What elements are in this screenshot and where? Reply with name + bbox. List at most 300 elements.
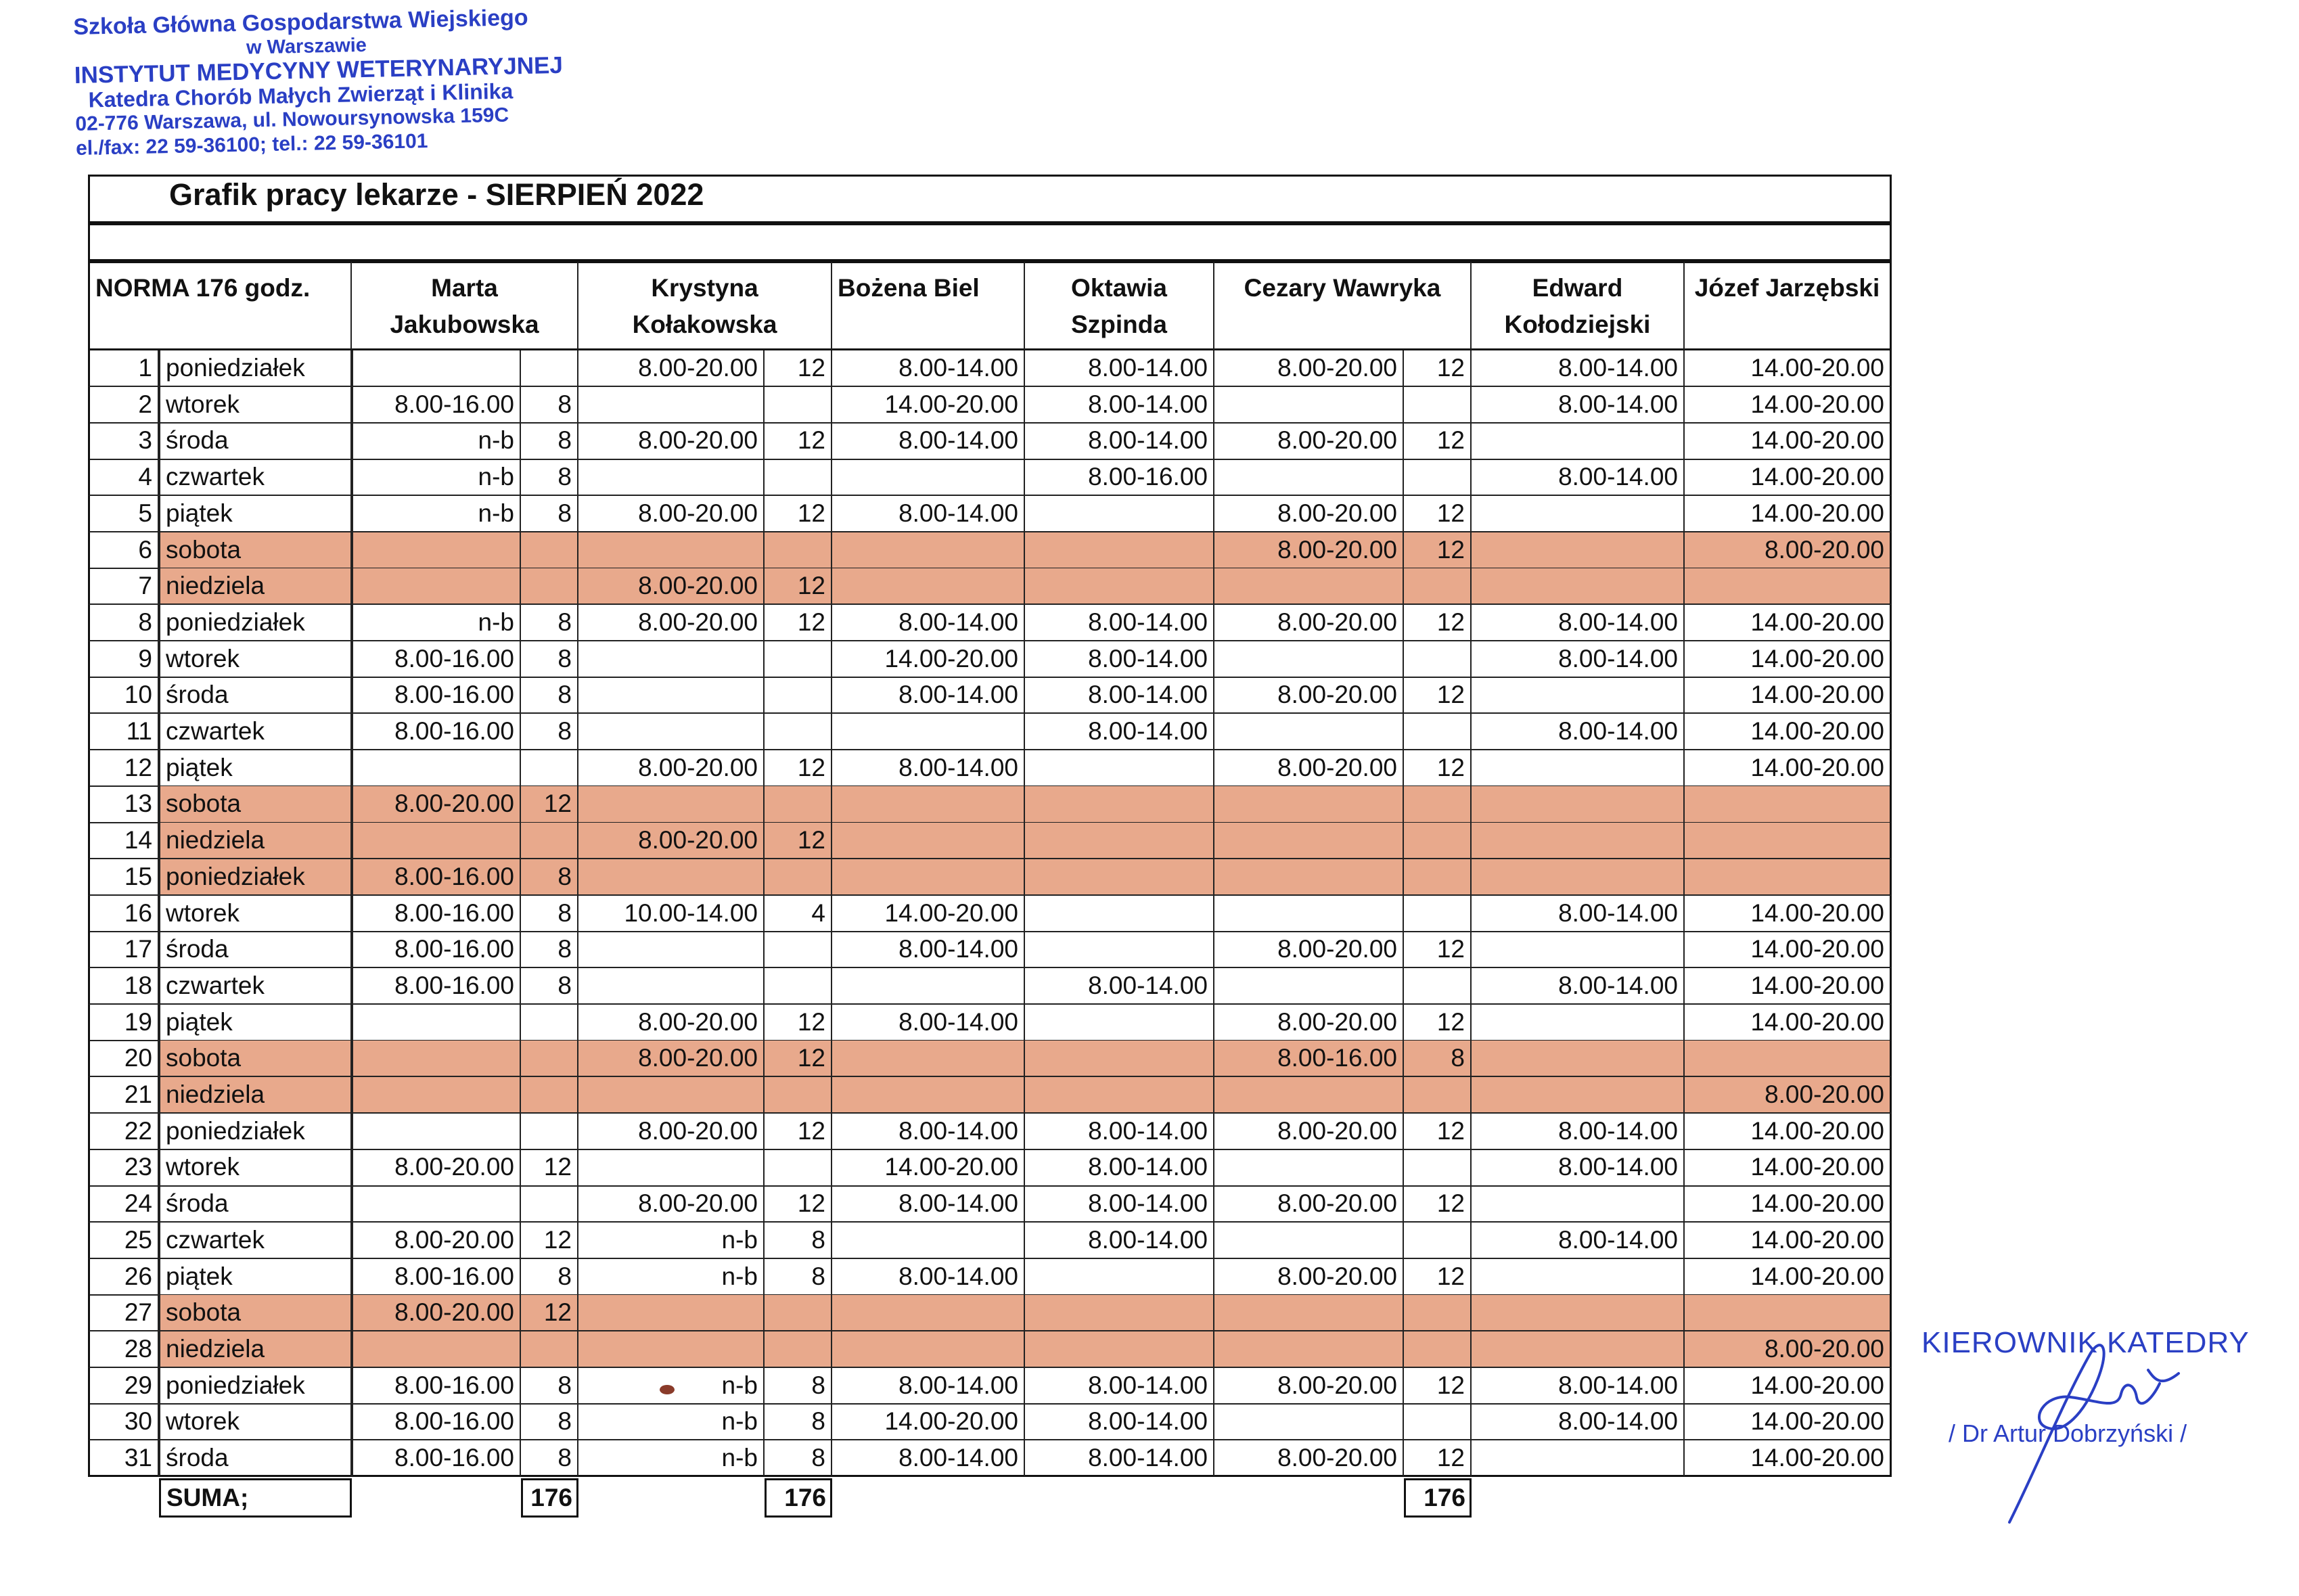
shift-cell: 8.00-20.00 [578,750,765,787]
shift-cell: n-b [578,1223,765,1259]
shift-cell: 8 [521,1404,578,1440]
shift-cell: 14.00-20.00 [1685,714,1892,750]
shift-cell: 8.00-14.00 [832,1368,1025,1405]
day-number: 24 [88,1186,159,1223]
shift-cell [352,532,521,569]
shift-cell [352,568,521,605]
header-doctor: Krystyna Kołakowska [578,261,832,350]
shift-cell [1404,387,1472,424]
shift-cell: n-b [352,423,521,459]
shift-cell [832,532,1025,569]
shift-cell: 8.00-14.00 [1472,968,1685,1005]
shift-cell: 12 [765,605,832,641]
schedule-title: Grafik pracy lekarze - SIERPIEŃ 2022 [169,177,704,212]
shift-cell [521,1331,578,1368]
day-number: 5 [88,496,159,532]
summary-label: SUMA; [159,1478,352,1518]
stamp-department: Katedra Chorób Małych Zwierząt i Klinika [88,78,514,112]
shift-cell [1685,786,1892,823]
shift-cell: 8.00-14.00 [832,496,1025,532]
shift-cell: 8 [521,714,578,750]
day-number: 2 [88,387,159,424]
shift-cell: 8.00-20.00 [1214,350,1404,387]
shift-cell: 12 [765,1186,832,1223]
shift-cell: 14.00-20.00 [1685,1368,1892,1405]
shift-cell: 8.00-14.00 [832,1114,1025,1150]
shift-cell: 8 [521,459,578,496]
shift-cell [765,714,832,750]
shift-cell [1472,1186,1685,1223]
day-number: 7 [88,568,159,605]
shift-cell: 8 [765,1440,832,1477]
shift-cell [521,823,578,859]
signature-title: KIEROWNIK KATEDRY [1921,1326,2250,1359]
shift-cell: 8 [521,1368,578,1405]
shift-cell [1685,568,1892,605]
shift-cell: 14.00-20.00 [832,641,1025,678]
shift-cell [765,1077,832,1114]
weekday-name: czwartek [159,1223,352,1259]
shift-cell: 14.00-20.00 [1685,1114,1892,1150]
shift-cell [1404,568,1472,605]
shift-cell [1025,1005,1214,1041]
shift-cell [578,859,765,896]
shift-cell [765,786,832,823]
day-number: 31 [88,1440,159,1477]
shift-cell: 12 [521,1149,578,1186]
shift-cell: 8.00-14.00 [832,1259,1025,1296]
shift-cell [352,350,521,387]
day-number: 14 [88,823,159,859]
shift-cell [1214,1331,1404,1368]
shift-cell: n-b [578,1440,765,1477]
day-number: 9 [88,641,159,678]
shift-cell: 12 [765,496,832,532]
shift-cell: 8.00-20.00 [1685,1331,1892,1368]
weekday-name: niedziela [159,1077,352,1114]
shift-cell: 14.00-20.00 [832,387,1025,424]
shift-cell [832,459,1025,496]
shift-cell: 8.00-16.00 [352,1368,521,1405]
shift-cell: 8.00-14.00 [1472,1368,1685,1405]
shift-cell [832,968,1025,1005]
day-number: 16 [88,896,159,932]
shift-cell: 8.00-16.00 [352,968,521,1005]
shift-cell [832,823,1025,859]
shift-cell: 4 [765,896,832,932]
shift-cell: 14.00-20.00 [1685,932,1892,968]
shift-cell: 12 [1404,605,1472,641]
shift-cell [578,677,765,714]
shift-cell [1404,896,1472,932]
shift-cell [832,714,1025,750]
shift-cell [1404,1295,1472,1331]
shift-cell [1472,1295,1685,1331]
shift-cell [352,823,521,859]
shift-cell: 12 [765,423,832,459]
ink-spot [660,1385,675,1394]
shift-cell [832,786,1025,823]
shift-cell: 8 [521,932,578,968]
shift-cell: 8.00-14.00 [1025,1440,1214,1477]
shift-cell [1685,1295,1892,1331]
shift-cell [765,1149,832,1186]
shift-cell [578,714,765,750]
shift-cell: 8.00-14.00 [832,1186,1025,1223]
shift-cell: 8.00-14.00 [832,423,1025,459]
shift-cell [578,968,765,1005]
day-number: 28 [88,1331,159,1368]
shift-cell [765,968,832,1005]
shift-cell [1404,823,1472,859]
shift-cell: 14.00-20.00 [1685,1440,1892,1477]
shift-cell [1472,1005,1685,1041]
shift-cell: 12 [1404,1005,1472,1041]
weekday-name: środa [159,1186,352,1223]
stamp-institute: INSTYTUT MEDYCYNY WETERYNARYJNEJ [74,51,564,89]
shift-cell: 12 [1404,1114,1472,1150]
shift-cell [1472,568,1685,605]
shift-cell [1472,932,1685,968]
shift-cell: 8.00-14.00 [1472,350,1685,387]
shift-cell [1214,968,1404,1005]
day-number: 19 [88,1005,159,1041]
shift-cell: 12 [765,1041,832,1077]
shift-cell [1214,823,1404,859]
shift-cell: 12 [765,350,832,387]
shift-cell: 8.00-16.00 [352,1440,521,1477]
day-number: 10 [88,677,159,714]
shift-cell [1214,568,1404,605]
shift-cell [765,459,832,496]
shift-cell: 8.00-16.00 [352,387,521,424]
shift-cell [521,1041,578,1077]
shift-cell [765,641,832,678]
shift-cell: 8 [521,968,578,1005]
shift-cell: 14.00-20.00 [832,1404,1025,1440]
shift-cell: 8.00-14.00 [1025,641,1214,678]
shift-cell: 8.00-14.00 [1472,1404,1685,1440]
shift-cell [578,932,765,968]
day-number: 23 [88,1149,159,1186]
shift-cell [1472,1440,1685,1477]
shift-cell: 12 [1404,350,1472,387]
day-number: 1 [88,350,159,387]
shift-cell [1404,459,1472,496]
shift-cell: 14.00-20.00 [1685,750,1892,787]
shift-cell [578,387,765,424]
shift-cell [352,750,521,787]
shift-cell [1404,714,1472,750]
weekday-name: czwartek [159,714,352,750]
weekday-name: poniedziałek [159,1114,352,1150]
shift-cell [1685,859,1892,896]
shift-cell: 8.00-16.00 [352,859,521,896]
shift-cell [1404,786,1472,823]
blank-row [88,223,1892,261]
shift-cell: 14.00-20.00 [1685,677,1892,714]
weekday-name: czwartek [159,968,352,1005]
shift-cell: 8.00-20.00 [578,1114,765,1150]
shift-cell: n-b [352,459,521,496]
shift-cell: 8.00-16.00 [352,1259,521,1296]
shift-cell: 8.00-20.00 [578,496,765,532]
shift-cell: 12 [765,568,832,605]
shift-cell: 8 [765,1368,832,1405]
shift-cell [1404,1077,1472,1114]
day-number: 17 [88,932,159,968]
shift-cell [1404,641,1472,678]
shift-cell: 8.00-14.00 [832,932,1025,968]
shift-cell [1472,423,1685,459]
shift-cell: 8 [521,423,578,459]
shift-cell: 14.00-20.00 [1685,1149,1892,1186]
shift-cell: 8.00-14.00 [1025,1149,1214,1186]
shift-cell: 12 [765,1114,832,1150]
shift-cell [832,1295,1025,1331]
day-number: 3 [88,423,159,459]
shift-cell: 8.00-14.00 [1472,896,1685,932]
day-number: 4 [88,459,159,496]
weekday-name: sobota [159,1295,352,1331]
shift-cell: 8.00-20.00 [1214,605,1404,641]
shift-cell [1025,1077,1214,1114]
shift-cell [521,1114,578,1150]
shift-cell [1214,1404,1404,1440]
shift-cell: n-b [352,496,521,532]
shift-cell [578,1295,765,1331]
shift-cell: n-b [578,1259,765,1296]
day-number: 11 [88,714,159,750]
shift-cell [1214,896,1404,932]
shift-cell [578,459,765,496]
day-number: 25 [88,1223,159,1259]
shift-cell: 14.00-20.00 [1685,1186,1892,1223]
shift-cell: 8.00-14.00 [1025,1404,1214,1440]
shift-cell: 12 [521,1223,578,1259]
shift-cell: 8.00-14.00 [1025,968,1214,1005]
shift-cell: 8.00-14.00 [1472,1223,1685,1259]
shift-cell: 8.00-20.00 [1214,423,1404,459]
header-doctor: Oktawia Szpinda [1025,261,1214,350]
shift-cell: 8.00-20.00 [1214,1368,1404,1405]
shift-cell: 12 [1404,750,1472,787]
shift-cell: 8.00-20.00 [352,1295,521,1331]
shift-cell: 12 [765,823,832,859]
shift-cell: 8.00-14.00 [1025,714,1214,750]
shift-cell [1472,677,1685,714]
shift-cell: 8.00-14.00 [1472,387,1685,424]
weekday-name: wtorek [159,896,352,932]
shift-cell [765,859,832,896]
shift-cell: 12 [1404,496,1472,532]
shift-cell: 8.00-14.00 [832,750,1025,787]
shift-cell: 10.00-14.00 [578,896,765,932]
shift-cell: 8.00-14.00 [1025,387,1214,424]
shift-cell: 8.00-20.00 [1214,1259,1404,1296]
shift-cell: 8.00-20.00 [1685,532,1892,569]
day-number: 6 [88,532,159,569]
shift-cell [1025,568,1214,605]
weekday-name: piątek [159,1005,352,1041]
shift-cell [1472,1259,1685,1296]
day-number: 26 [88,1259,159,1296]
shift-cell [1025,1259,1214,1296]
day-number: 21 [88,1077,159,1114]
summary-total-kolakowska: 176 [765,1478,832,1518]
shift-cell [1472,532,1685,569]
weekday-name: wtorek [159,641,352,678]
shift-cell: 8.00-16.00 [352,677,521,714]
shift-cell: 14.00-20.00 [832,1149,1025,1186]
weekday-name: poniedziałek [159,350,352,387]
weekday-name: piątek [159,750,352,787]
shift-cell: 8.00-14.00 [832,350,1025,387]
shift-cell: 8.00-16.00 [352,714,521,750]
weekday-name: sobota [159,786,352,823]
shift-cell: 8 [765,1404,832,1440]
shift-cell [578,786,765,823]
shift-cell [1404,1223,1472,1259]
header-doctor: Edward Kołodziejski [1472,261,1685,350]
shift-cell: 12 [1404,932,1472,968]
day-number: 15 [88,859,159,896]
shift-cell [521,1005,578,1041]
shift-cell [832,1077,1025,1114]
shift-cell: 14.00-20.00 [1685,459,1892,496]
shift-cell: 12 [1404,1368,1472,1405]
shift-cell: 8.00-20.00 [1214,677,1404,714]
shift-cell [352,1005,521,1041]
shift-cell: 8.00-14.00 [1025,1114,1214,1150]
shift-cell [352,1077,521,1114]
shift-cell: 14.00-20.00 [1685,1005,1892,1041]
shift-cell [1025,896,1214,932]
shift-cell [578,1331,765,1368]
day-number: 22 [88,1114,159,1150]
shift-cell: 8 [765,1259,832,1296]
shift-cell: 8.00-14.00 [1025,677,1214,714]
shift-cell [1472,1041,1685,1077]
weekday-name: środa [159,423,352,459]
day-number: 18 [88,968,159,1005]
shift-cell [1404,968,1472,1005]
shift-cell [832,1331,1025,1368]
day-number: 30 [88,1404,159,1440]
header-doctor: Bożena Biel [832,261,1025,350]
shift-cell: 14.00-20.00 [1685,896,1892,932]
shift-cell: 12 [1404,532,1472,569]
shift-cell [1472,1077,1685,1114]
shift-cell: 12 [1404,423,1472,459]
stamp-city: w Warszawie [246,34,367,59]
header-doctor: Józef Jarzębski [1685,261,1892,350]
header-doctor: Cezary Wawryka [1214,261,1472,350]
shift-cell [1214,641,1404,678]
shift-cell: 8.00-20.00 [352,1149,521,1186]
shift-cell [578,532,765,569]
shift-cell: 12 [521,1295,578,1331]
shift-cell: 8 [521,387,578,424]
day-number: 13 [88,786,159,823]
shift-cell [1025,532,1214,569]
weekday-name: środa [159,677,352,714]
shift-cell [1404,859,1472,896]
shift-cell [1025,750,1214,787]
shift-cell: 8.00-20.00 [578,823,765,859]
weekday-name: wtorek [159,387,352,424]
weekday-name: sobota [159,1041,352,1077]
shift-cell: 8 [521,496,578,532]
shift-cell [1214,387,1404,424]
shift-cell [1472,786,1685,823]
shift-cell: 8 [1404,1041,1472,1077]
shift-cell: 14.00-20.00 [1685,1259,1892,1296]
weekday-name: piątek [159,496,352,532]
shift-cell: 8 [521,677,578,714]
shift-cell: 8.00-14.00 [1472,605,1685,641]
shift-cell: 8 [521,896,578,932]
shift-cell: 8.00-14.00 [1472,1149,1685,1186]
shift-cell: 8 [521,859,578,896]
shift-cell [832,859,1025,896]
shift-cell [1472,750,1685,787]
shift-cell: n-b [352,605,521,641]
shift-cell: 12 [1404,1440,1472,1477]
shift-cell: 12 [765,1005,832,1041]
shift-cell: 8.00-14.00 [1025,1186,1214,1223]
weekday-name: sobota [159,532,352,569]
stamp-phone: el./fax: 22 59-36100; tel.: 22 59-36101 [75,130,428,160]
shift-cell [521,750,578,787]
header-doctor: Marta Jakubowska [352,261,578,350]
shift-cell [765,1331,832,1368]
shift-cell: 8.00-16.00 [352,641,521,678]
shift-cell [765,387,832,424]
shift-cell: 8 [521,605,578,641]
day-number: 27 [88,1295,159,1331]
shift-cell [1685,823,1892,859]
shift-cell: 8 [521,1440,578,1477]
shift-cell [352,1331,521,1368]
weekday-name: środa [159,1440,352,1477]
shift-cell: 14.00-20.00 [1685,350,1892,387]
shift-cell: 8.00-20.00 [578,1186,765,1223]
day-number: 29 [88,1368,159,1405]
weekday-name: niedziela [159,823,352,859]
shift-cell [1025,1331,1214,1368]
day-number: 8 [88,605,159,641]
shift-cell: n-b [578,1368,765,1405]
shift-cell: 14.00-20.00 [1685,605,1892,641]
shift-cell [352,1114,521,1150]
shift-cell: 8.00-20.00 [1214,532,1404,569]
shift-cell [521,568,578,605]
shift-cell [1472,496,1685,532]
shift-cell [521,532,578,569]
shift-cell: 8.00-14.00 [1472,1114,1685,1150]
summary-total-jakubowska: 176 [521,1478,578,1518]
shift-cell [832,568,1025,605]
shift-cell [1214,1223,1404,1259]
weekday-name: niedziela [159,568,352,605]
shift-cell: 8.00-16.00 [352,1404,521,1440]
shift-cell: 14.00-20.00 [1685,1223,1892,1259]
weekday-name: poniedziałek [159,1368,352,1405]
shift-cell: 8.00-20.00 [352,786,521,823]
shift-cell: 14.00-20.00 [1685,968,1892,1005]
shift-cell [352,1041,521,1077]
